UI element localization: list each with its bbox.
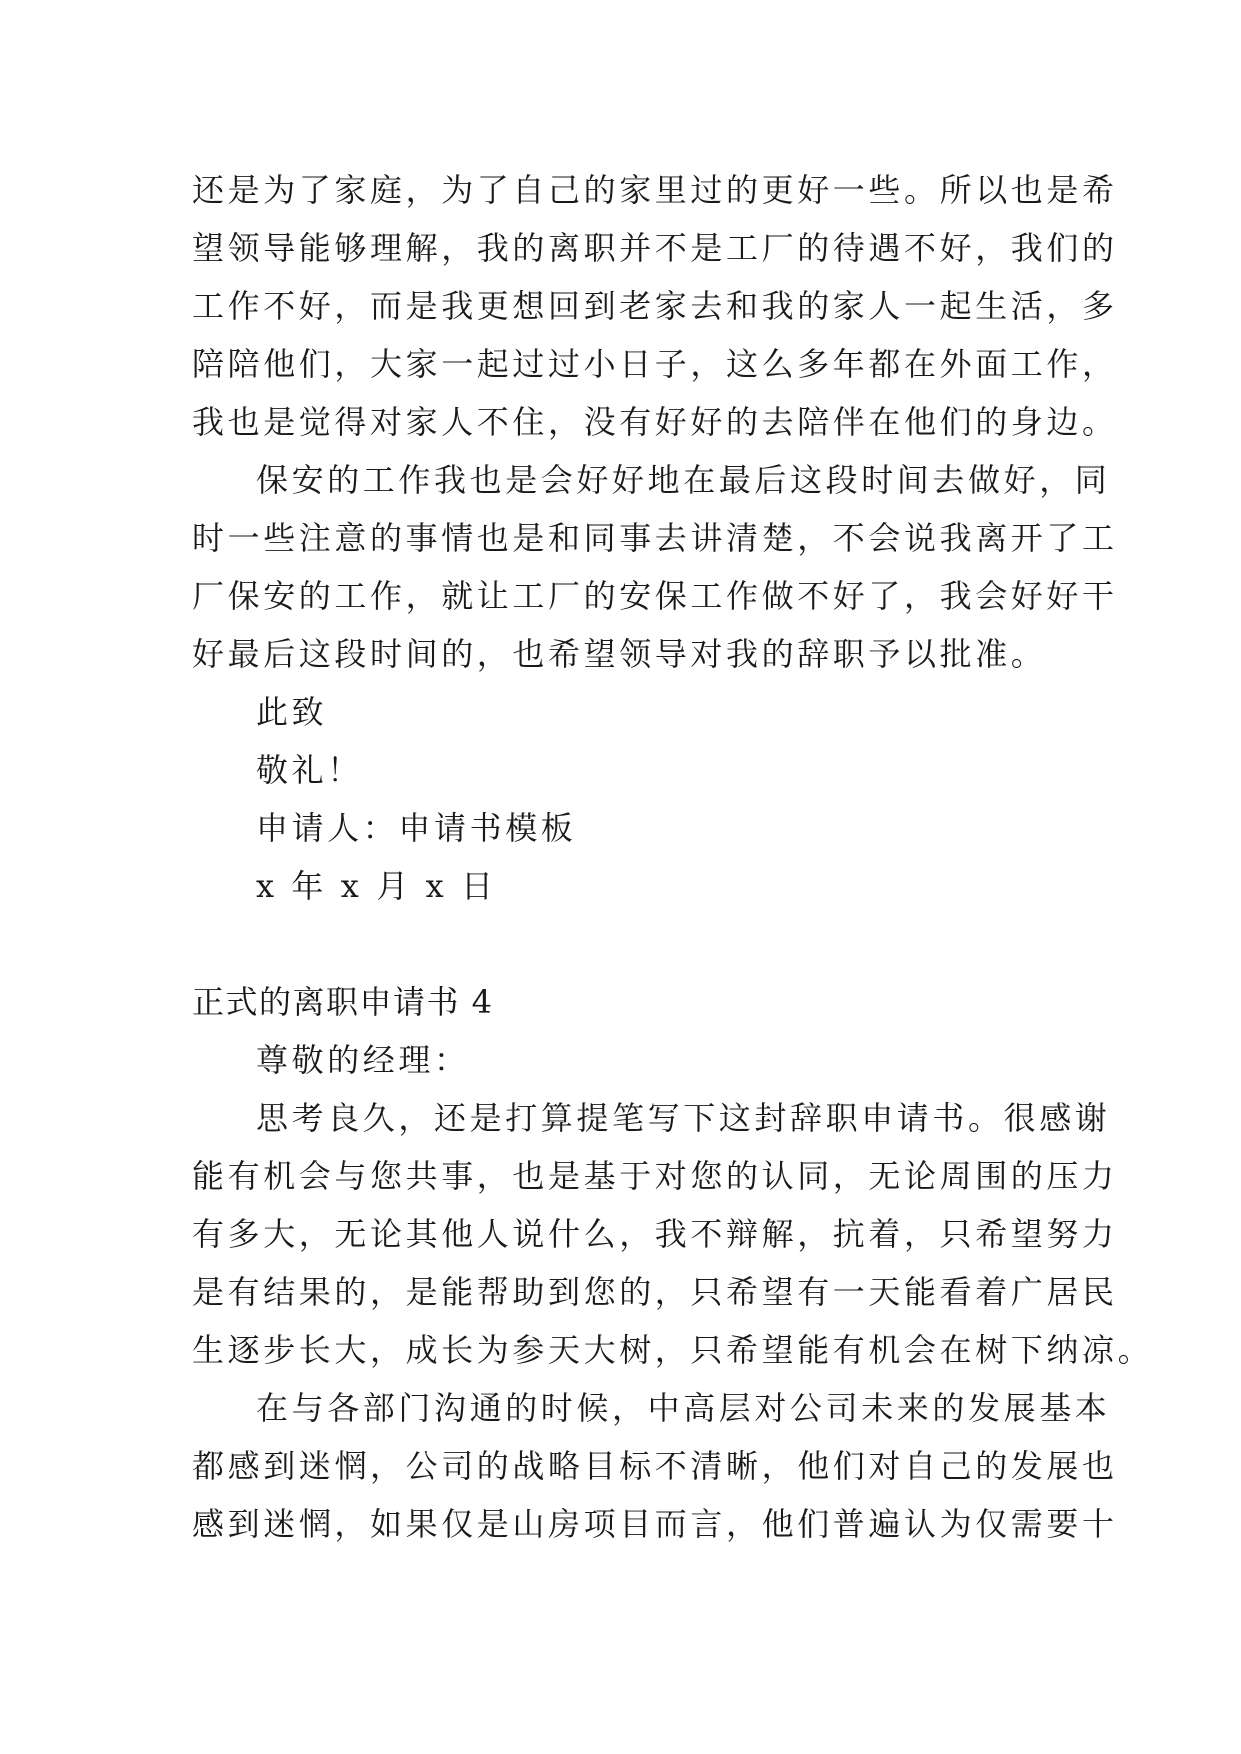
paragraph-3-line-4: 是有结果的，是能帮助到您的，只希望有一天能看着广居民 (192, 1273, 1118, 1311)
paragraph-4-line-3: 感到迷惘，如果仅是山房项目而言，他们普遍认为仅需要十 (192, 1505, 1118, 1543)
paragraph-3-line-3: 有多大，无论其他人说什么，我不辩解，抗着，只希望努力 (192, 1215, 1118, 1253)
paragraph-1-line-4: 陪陪他们，大家一起过过小日子，这么多年都在外面工作， (192, 345, 1118, 383)
closing-respect: 敬礼！ (256, 751, 363, 789)
paragraph-3-line-2: 能有机会与您共事，也是基于对您的认同，无论周围的压力 (192, 1157, 1118, 1195)
paragraph-1-line-5: 我也是觉得对家人不住，没有好好的去陪伴在他们的身边。 (192, 403, 1118, 441)
paragraph-1-line-2: 望领导能够理解，我的离职并不是工厂的待遇不好，我们的 (192, 229, 1118, 267)
paragraph-2-line-4: 好最后这段时间的，也希望领导对我的辞职予以批准。 (192, 635, 1047, 673)
paragraph-3-line-5: 生逐步长大，成长为参天大树，只希望能有机会在树下纳凉。 (192, 1331, 1154, 1369)
paragraph-4-line-2: 都感到迷惘，公司的战略目标不清晰，他们对自己的发展也 (192, 1447, 1118, 1485)
paragraph-2-line-3: 厂保安的工作，就让工厂的安保工作做不好了，我会好好干 (192, 577, 1118, 615)
paragraph-1-line-3: 工作不好，而是我更想回到老家去和我的家人一起生活，多 (192, 287, 1118, 325)
closing-applicant: 申请人：申请书模板 (256, 809, 577, 847)
paragraph-2-line-2: 时一些注意的事情也是和同事去讲清楚，不会说我离开了工 (192, 519, 1118, 557)
closing-date: x 年 x 月 x 日 (256, 867, 497, 905)
closing-salutation: 此致 (256, 693, 328, 731)
section-title: 正式的离职申请书 4 (192, 983, 494, 1021)
greeting: 尊敬的经理： (256, 1041, 470, 1079)
paragraph-2-line-1: 保安的工作我也是会好好地在最后这段时间去做好，同 (256, 461, 1111, 499)
paragraph-1-line-1: 还是为了家庭，为了自己的家里过的更好一些。所以也是希 (192, 171, 1118, 209)
paragraph-4-line-1: 在与各部门沟通的时候，中高层对公司未来的发展基本 (256, 1389, 1111, 1427)
paragraph-3-line-1: 思考良久，还是打算提笔写下这封辞职申请书。很感谢 (256, 1099, 1111, 1137)
